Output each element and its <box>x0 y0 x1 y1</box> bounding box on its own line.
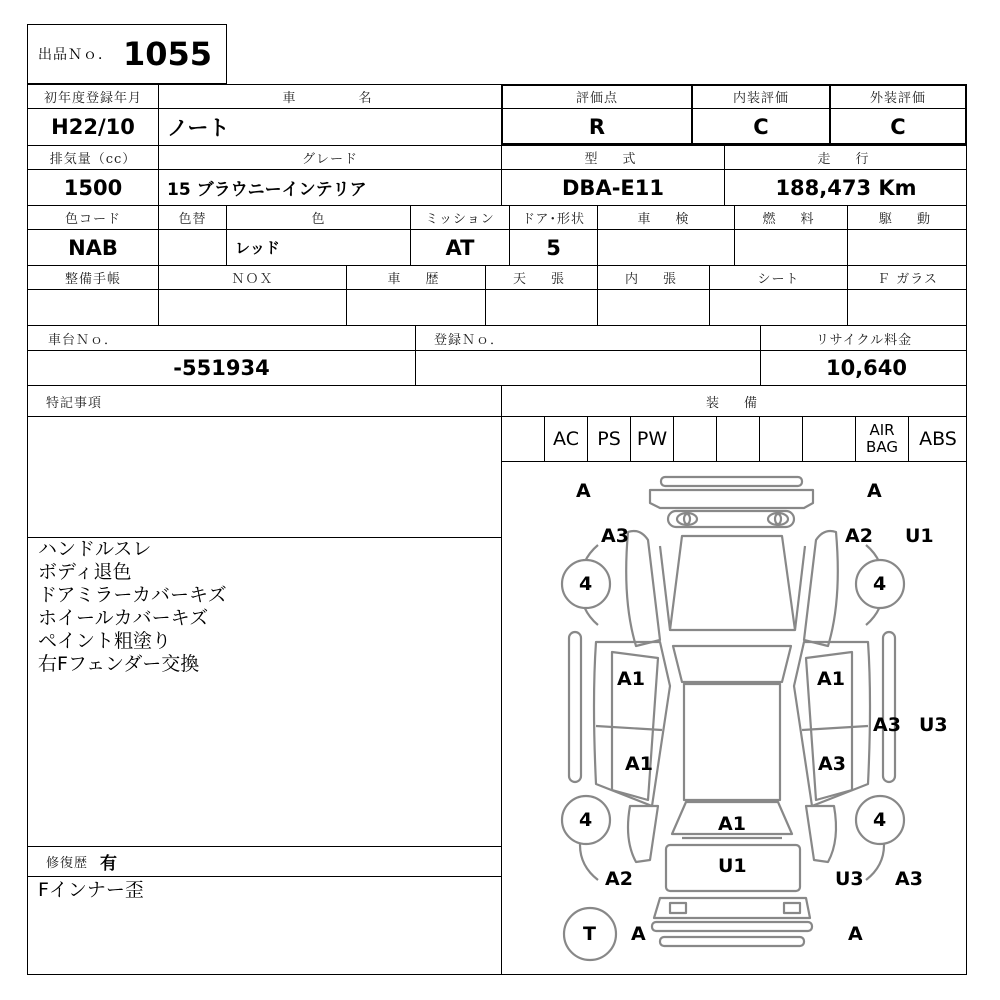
rear-bumper <box>654 898 810 918</box>
color-label: 色 <box>311 212 326 227</box>
inspection-value <box>598 230 734 265</box>
left-side-body <box>594 642 670 806</box>
damage-mark: A1 <box>617 668 645 690</box>
remarks-list <box>38 538 227 676</box>
front-glass-label: Ｆ ガラス <box>877 272 938 287</box>
first-registration-label: 初年度登録年月 <box>43 91 142 106</box>
spare-tire-mark: T <box>583 923 596 945</box>
damage-mark: A <box>848 923 863 945</box>
fuel-label: 燃 料 <box>762 212 820 227</box>
fuel-value <box>735 230 847 265</box>
repaint-value <box>159 230 226 265</box>
damage-mark: U1 <box>718 855 747 877</box>
model-label: 型 式 <box>584 152 642 167</box>
repair-history-value: 有 <box>100 854 118 874</box>
nox-label: ＮＯＸ <box>231 272 274 287</box>
equipment-item <box>803 417 855 461</box>
right-side-body <box>794 642 870 806</box>
recycle-fee-label: リサイクル料金 <box>815 332 913 348</box>
transmission-value: AT <box>445 235 475 260</box>
score-value: R <box>588 115 606 139</box>
interior-rating-label: 内装評価 <box>732 91 789 106</box>
equipment-item <box>502 417 544 461</box>
maintenance-record-label: 整備手帳 <box>64 272 121 287</box>
damage-mark: A3 <box>873 714 901 736</box>
mileage-value: 188,473 Km <box>775 175 917 200</box>
right-rear-fender <box>806 806 836 862</box>
color-code-value: NAB <box>68 235 118 260</box>
exterior-rating-value: C <box>890 115 906 139</box>
repair-history-label: 修復歴 <box>46 856 89 871</box>
remark-line: ホイールカバーキズ <box>38 607 209 629</box>
displacement-label: 排気量（cc） <box>49 152 137 167</box>
damage-mark: A <box>576 480 591 502</box>
interior-rating-value: C <box>753 115 769 139</box>
front-bumper-top <box>661 477 802 486</box>
first-registration-value: H22/10 <box>51 115 135 139</box>
damage-mark: A3 <box>895 868 923 890</box>
damage-mark: A1 <box>718 813 746 835</box>
tire-mark: 4 <box>873 809 887 831</box>
seat-label: シート <box>757 272 800 287</box>
damage-mark: A3 <box>601 525 629 547</box>
equipment-item <box>717 417 759 461</box>
transmission-label: ミッション <box>425 212 495 227</box>
roof-lining-label: 天 張 <box>512 272 570 287</box>
remark-line: 右Fフェンダー交換 <box>38 653 200 675</box>
equipment-item-abs: ABS <box>919 428 957 450</box>
remark-line: ペイント粗塗り <box>38 630 172 652</box>
grade-value: 15 ブラウニーインテリア <box>167 180 367 200</box>
lot-number-value: 1055 <box>123 35 213 73</box>
chassis-number-value: -551934 <box>173 356 270 380</box>
repair-note: Fインナー歪 <box>38 878 144 899</box>
chassis-number-label: 車台Ｎｏ． <box>48 332 119 348</box>
windshield <box>673 646 791 682</box>
damage-mark: A3 <box>818 753 846 775</box>
tire-mark: 4 <box>873 573 887 595</box>
right-front-fender <box>804 531 838 646</box>
registration-number-label: 登録Ｎｏ． <box>434 332 505 348</box>
hood <box>670 536 795 630</box>
front-bumper <box>650 490 813 508</box>
door-value: 5 <box>546 235 561 260</box>
damage-mark: A2 <box>845 525 873 547</box>
color-code-label: 色コード <box>64 212 121 227</box>
repair-history <box>28 847 501 876</box>
damage-mark: A1 <box>625 753 653 775</box>
equipment-item-ps: PS <box>597 428 621 450</box>
lot-number-box <box>27 24 227 84</box>
roof <box>684 684 780 800</box>
interior-trim-label: 内 張 <box>624 272 682 287</box>
car-name-label: 車 名 <box>282 91 378 106</box>
vehicle-history-label: 車 歴 <box>387 272 445 287</box>
equipment-item-pw: PW <box>636 428 668 450</box>
remark-line: ドアミラーカバーキズ <box>38 584 227 606</box>
mileage-label: 走 行 <box>817 152 875 167</box>
damage-mark: A <box>631 923 646 945</box>
score-label: 評価点 <box>575 91 618 106</box>
damage-mark: U3 <box>919 714 948 736</box>
remark-line: ハンドルスレ <box>38 538 152 560</box>
equipment-item-airbag: AIR BAG <box>866 421 898 456</box>
damage-mark: A1 <box>817 668 845 690</box>
recycle-fee-value: 10,640 <box>825 356 907 380</box>
damage-mark: U3 <box>835 868 864 890</box>
model-value: DBA-E11 <box>562 175 664 200</box>
registration-number-value <box>416 351 760 385</box>
grade-label: グレード <box>301 152 358 167</box>
damage-mark: A <box>867 480 882 502</box>
equipment-item <box>760 417 802 461</box>
inspection-label: 車 検 <box>637 212 695 227</box>
car-name-value: ノート <box>167 116 230 140</box>
remarks-label: 特記事項 <box>46 395 103 411</box>
tire-mark: 4 <box>579 809 593 831</box>
equipment-item <box>674 417 716 461</box>
equipment-label: 装 備 <box>705 395 763 411</box>
displacement-value: 1500 <box>63 175 123 200</box>
color-value: レッド <box>235 239 280 257</box>
left-rear-fender <box>628 806 658 862</box>
damage-mark: U1 <box>905 525 934 547</box>
door-label: ドア･形状 <box>521 212 586 227</box>
drive-value <box>848 230 967 265</box>
exterior-rating-label: 外装評価 <box>869 91 926 106</box>
repaint-label: 色替 <box>178 212 207 227</box>
equipment-item-ac: AC <box>553 428 579 450</box>
drive-label: 駆 動 <box>878 212 936 227</box>
remark-line: ボディ退色 <box>38 561 132 583</box>
damage-mark: A2 <box>605 868 633 890</box>
tire-mark: 4 <box>579 573 593 595</box>
lot-number-label: 出品Ｎｏ． <box>38 47 113 63</box>
lot-number <box>28 25 226 83</box>
left-front-fender <box>626 531 660 646</box>
